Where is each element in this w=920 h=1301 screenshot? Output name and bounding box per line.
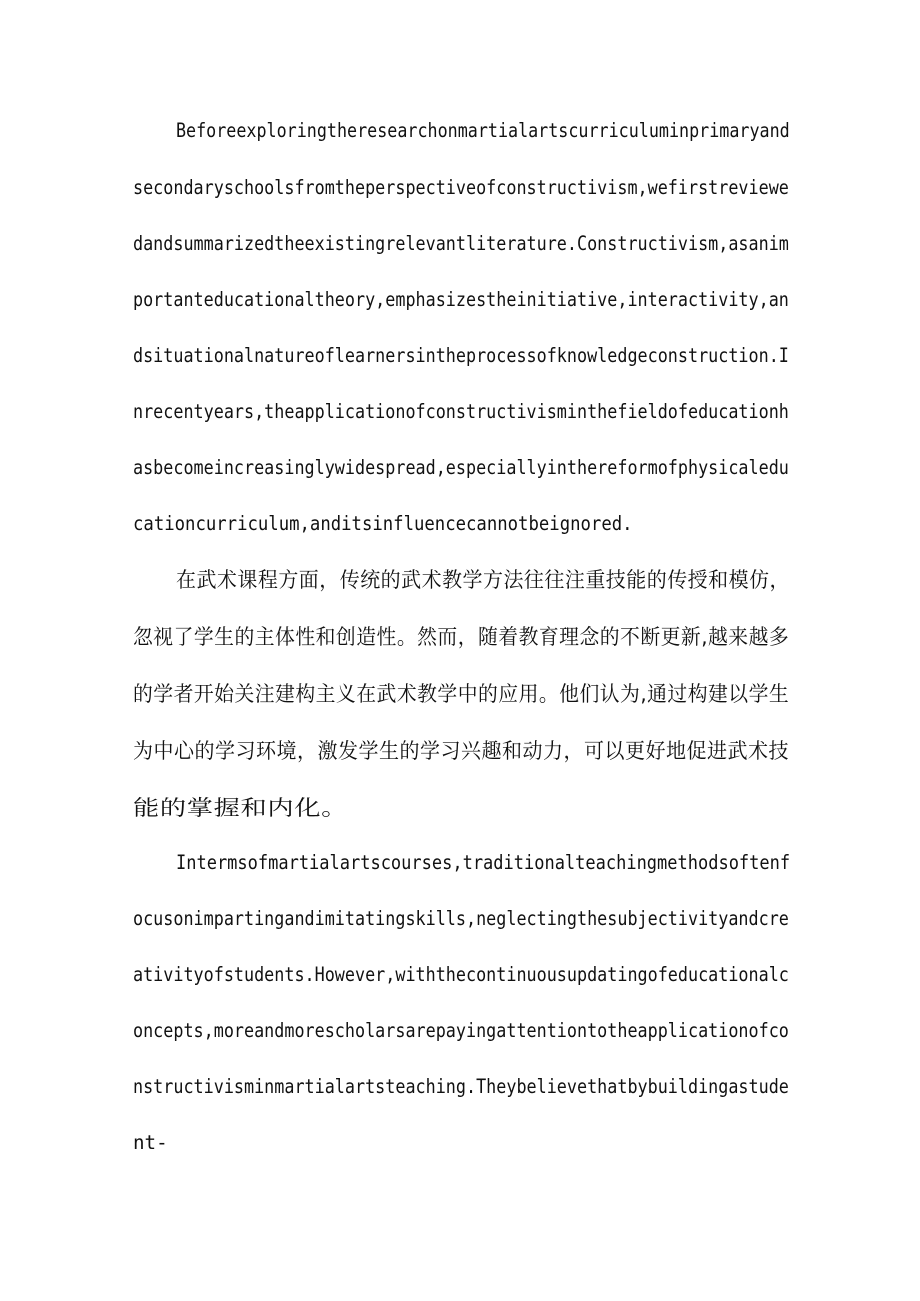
text-line: 能的掌握和内化。 (133, 796, 348, 820)
text-line: 在武术课程方面，传统的武术教学方法往往注重技能的传授和模仿， (176, 568, 790, 592)
text-line: ocusonimpartingandimitatingskills,neglectingthesubjectivityandcre (133, 907, 789, 930)
text-line: 忽视了学生的主体性和创造性。然而，随着教育理念的不断更新,越来越多 (133, 625, 790, 649)
text-line: 的学者开始关注建构主义在武术教学中的应用。他们认为,通过构建以学生 (133, 682, 790, 706)
text-line: nt- (133, 1131, 168, 1154)
text-line: secondaryschoolsfromtheperspectiveofconstructivism,wefirstreviewe (133, 176, 789, 199)
text-line: ativityofstudents.However,withthecontinuousupdatingofeducationalc (133, 963, 789, 986)
text-line: portanteducationaltheory,emphasizestheinitiative,interactivity,an (133, 288, 789, 311)
text-line: dandsummarizedtheexistingrelevantliterature.Constructivism,asanim (133, 232, 789, 255)
text-line: dsituationalnatureoflearnersintheprocessofknowledgeconstruction.I (133, 344, 789, 367)
text-line: 为中心的学习环境，激发学生的学习兴趣和动力，可以更好地促进武术技 (133, 739, 789, 763)
text-line: nstructivisminmartialartsteaching.Theybelievethatbybuildingastude (133, 1075, 789, 1098)
text-line: Beforeexploringtheresearchonmartialartscurriculuminprimaryand (176, 119, 790, 142)
text-line: asbecomeincreasinglywidespread,especiallyinthereformofphysicaledu (133, 456, 789, 479)
text-line: cationcurriculum,anditsinfluencecannotbeignored. (133, 512, 633, 535)
text-line: nrecentyears,theapplicationofconstructivisminthefieldofeducationh (133, 400, 789, 423)
text-line: oncepts,moreandmorescholarsarepayingattentiontotheapplicationofco (133, 1019, 789, 1042)
text-line: Intermsofmartialartscourses,traditionalteachingmethodsoftenf (176, 851, 791, 874)
